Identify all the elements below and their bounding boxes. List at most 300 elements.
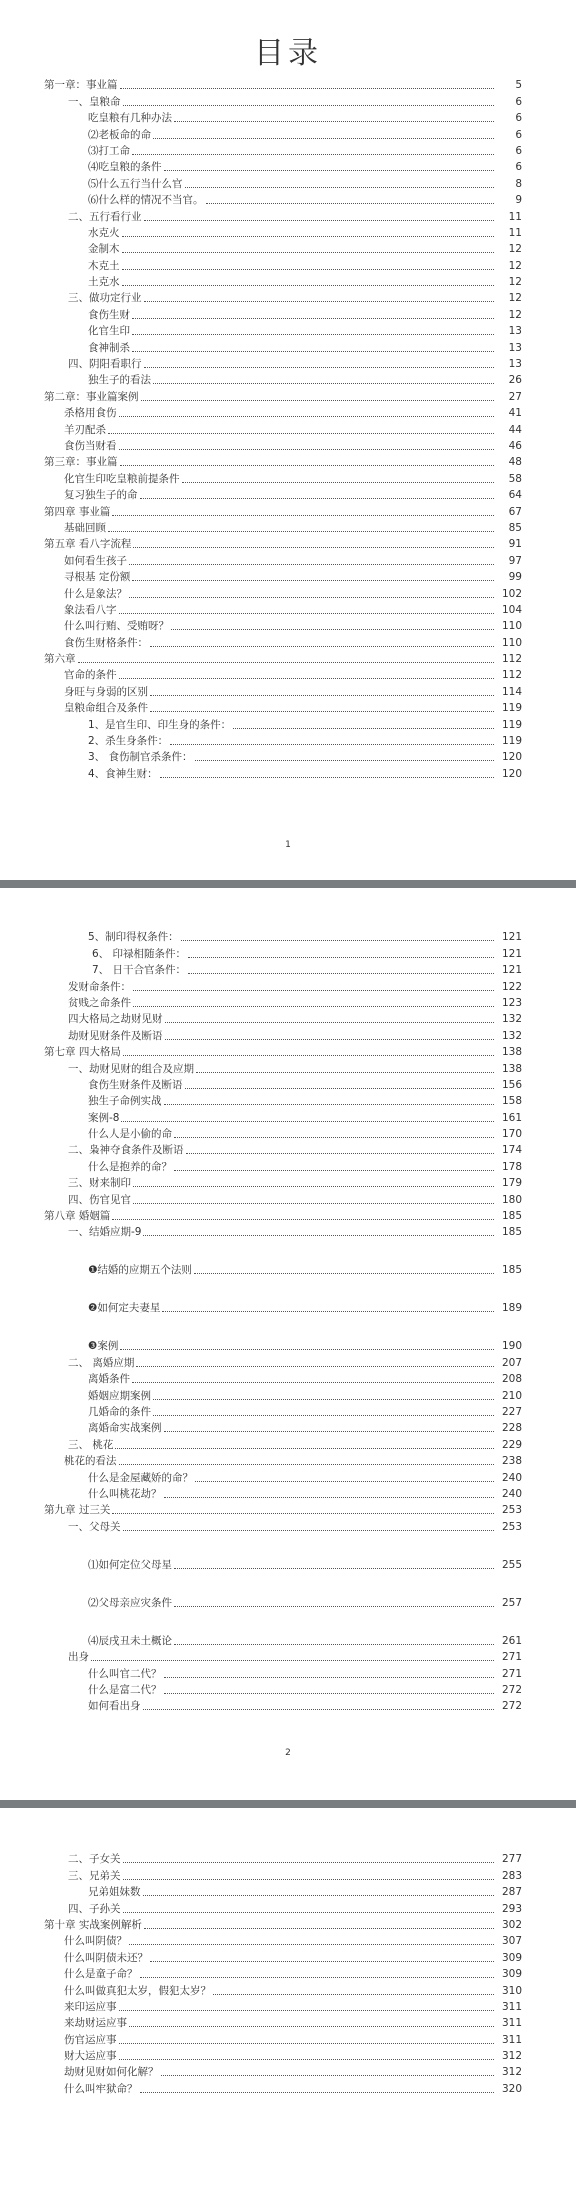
- dot-leader: [78, 662, 495, 663]
- toc-entry-title: 象法看八字: [64, 603, 117, 616]
- toc-entry-title: 三、兄弟关: [68, 1869, 121, 1882]
- toc-entry-title: 三、财来制印: [68, 1177, 131, 1190]
- dot-leader: [122, 252, 495, 253]
- toc-entry-page: 307: [501, 1935, 522, 1948]
- dot-leader: [165, 1039, 495, 1040]
- dot-leader: [108, 531, 494, 532]
- toc-entry-page: 46: [508, 439, 522, 452]
- toc-entry-page: 123: [501, 996, 522, 1009]
- dot-leader: [174, 1568, 494, 1569]
- dot-leader: [123, 1530, 495, 1531]
- dot-leader: [132, 580, 494, 581]
- toc-entry-page: 121: [501, 947, 522, 960]
- toc-entry-title: 第四章 事业篇: [44, 505, 111, 518]
- dot-leader: [120, 1349, 494, 1350]
- toc-entry-title: 食伤生财: [88, 308, 130, 321]
- toc-entry-title: 官命的条件: [64, 669, 117, 682]
- toc-entry-title: 6、 印禄相随条件：: [92, 947, 187, 960]
- toc-entry-page: 121: [501, 964, 522, 977]
- toc-entry: [0, 1207, 576, 1223]
- toc-entry-title: ⑶打工命: [88, 144, 130, 157]
- toc-entry-page: 13: [508, 325, 522, 338]
- dot-leader: [161, 2075, 495, 2076]
- dot-leader: [132, 318, 494, 319]
- toc-entry-title: 财大运应事: [64, 2050, 117, 2063]
- toc-entry: [0, 1125, 576, 1141]
- toc-entry-title: 食伤生财格条件：: [64, 636, 148, 649]
- toc-entry-title: 二、五行看行业: [68, 210, 142, 223]
- toc-entry: [0, 420, 576, 436]
- toc-entry-page: 253: [501, 1520, 522, 1533]
- dot-leader: [119, 2043, 495, 2044]
- dot-leader: [123, 1055, 494, 1056]
- toc-entry-title: 1、是官生印、印生身的条件：: [88, 718, 232, 731]
- toc-entry-page: 302: [501, 1918, 522, 1931]
- toc-entry: [0, 764, 576, 780]
- toc-entry-title: 桃花的看法: [64, 1455, 117, 1468]
- toc-entry-title: ❶结婚的应期五个法则: [88, 1264, 192, 1277]
- toc-entry: [0, 1932, 576, 1948]
- dot-leader: [153, 383, 494, 384]
- toc-entry: [0, 158, 576, 174]
- dot-leader: [181, 940, 494, 941]
- page-divider: [0, 880, 576, 888]
- toc-entry: [0, 994, 576, 1010]
- toc-entry-title: 发财命条件：: [68, 980, 131, 993]
- toc-title: 目录: [254, 36, 322, 71]
- toc-entry-title: 3、 食伤制官杀条件：: [88, 751, 193, 764]
- toc-entry-title: 二、 离婚应期: [68, 1356, 135, 1369]
- toc-entry-title: 寻根基 定份额: [64, 571, 131, 584]
- toc-entry: [0, 191, 576, 207]
- dot-leader: [108, 433, 494, 434]
- toc-entry: [0, 1981, 576, 1997]
- toc-entry-page: 271: [501, 1667, 522, 1680]
- toc-entry: [0, 322, 576, 338]
- toc-entry-page: 8: [515, 177, 522, 190]
- toc-entry: [0, 535, 576, 551]
- toc-entry: [0, 174, 576, 190]
- toc-entry-page: 11: [508, 226, 522, 239]
- toc-entry-title: 伤官运应事: [64, 2033, 117, 2046]
- toc-entry-page: 6: [515, 95, 522, 108]
- dot-leader: [153, 138, 494, 139]
- toc-entry: [0, 682, 576, 698]
- toc-entry: [0, 1403, 576, 1419]
- toc-entry-title: ⑹什么样的情况不当官。: [88, 194, 204, 207]
- toc-entry: [0, 142, 576, 158]
- toc-entry-title: ⑵老板命的命: [88, 128, 151, 141]
- toc-entry-page: 293: [501, 1902, 522, 1915]
- toc-list: [0, 1850, 576, 2096]
- toc-entry-page: 272: [501, 1700, 522, 1713]
- toc-entry-page: 85: [508, 521, 522, 534]
- toc-entry-page: 119: [501, 702, 522, 715]
- toc-entry-page: 310: [501, 1984, 522, 1997]
- toc-entry-page: 120: [501, 751, 522, 764]
- toc-entry-page: 110: [501, 620, 522, 633]
- dot-leader: [144, 301, 495, 302]
- toc-entry: [0, 1572, 576, 1610]
- toc-entry-page: 229: [501, 1438, 522, 1451]
- toc-entry-title: 什么人是小偷的命: [88, 1128, 172, 1141]
- toc-entry-page: 110: [501, 636, 522, 649]
- toc-entry-title: 什么叫阴债未还？: [64, 1951, 148, 1964]
- dot-leader: [171, 629, 494, 630]
- toc-entry: [0, 928, 576, 944]
- toc-entry: [0, 1108, 576, 1124]
- toc-entry-title: 第八章 婚姻篇: [44, 1210, 111, 1223]
- dot-leader: [195, 1481, 494, 1482]
- toc-entry-page: 287: [501, 1886, 522, 1899]
- dot-leader: [123, 105, 495, 106]
- toc-entry-page: 121: [501, 931, 522, 944]
- toc-entry: [0, 732, 576, 748]
- toc-entry: [0, 944, 576, 960]
- toc-entry-title: 基础回顾: [64, 521, 106, 534]
- toc-entry: [0, 1965, 576, 1981]
- toc-entry: [0, 1452, 576, 1468]
- toc-entry-page: 112: [501, 669, 522, 682]
- toc-entry-title: 第一章：事业篇: [44, 79, 118, 92]
- dot-leader: [115, 1448, 494, 1449]
- toc-entry-title: 三、做功定行业: [68, 292, 142, 305]
- toc-entry-page: 311: [501, 2033, 522, 2046]
- dot-leader: [120, 465, 495, 466]
- toc-entry-page: 174: [501, 1144, 522, 1157]
- dot-leader: [123, 1879, 495, 1880]
- toc-entry-page: 208: [501, 1373, 522, 1386]
- toc-entry-page: 309: [501, 1951, 522, 1964]
- dot-leader: [164, 1104, 495, 1105]
- dot-leader: [186, 1153, 495, 1154]
- toc-entry-page: 277: [501, 1853, 522, 1866]
- toc-entry: [0, 273, 576, 289]
- toc-entry: [0, 1648, 576, 1664]
- toc-entry: [0, 1850, 576, 1866]
- toc-entry-page: 11: [508, 210, 522, 223]
- toc-entry-title: 金制木: [88, 243, 120, 256]
- dot-leader: [120, 88, 495, 89]
- dot-leader: [164, 170, 495, 171]
- toc-entry-title: 劫财见财如何化解？: [64, 2066, 159, 2079]
- toc-entry-title: ❸案例: [88, 1340, 119, 1353]
- toc-entry-page: 185: [501, 1264, 522, 1277]
- toc-entry: [0, 1948, 576, 1964]
- toc-entry-page: 261: [501, 1634, 522, 1647]
- toc-entry: [0, 1998, 576, 2014]
- toc-entry-title: 什么叫官二代？: [88, 1667, 162, 1680]
- dot-leader: [112, 515, 494, 516]
- dot-leader: [140, 1977, 495, 1978]
- toc-entry: [0, 256, 576, 272]
- toc-entry-title: ⑸什么五行当什么官: [88, 177, 183, 190]
- toc-entry-title: 兄弟姐妹数: [88, 1886, 141, 1899]
- toc-entry-title: 第十章 实战案例解析: [44, 1918, 142, 1931]
- toc-entry: [0, 1353, 576, 1369]
- toc-entry-page: 122: [501, 980, 522, 993]
- toc-page-1: [0, 0, 576, 880]
- toc-entry-title: 什么是金屋藏娇的命？: [88, 1471, 193, 1484]
- toc-entry-title: 四大格局之劫财见财: [68, 1013, 163, 1026]
- toc-entry: [0, 76, 576, 92]
- dot-leader: [195, 760, 494, 761]
- toc-entry: [0, 1141, 576, 1157]
- toc-entry-title: 什么叫做真犯太岁，假犯太岁？: [64, 1984, 211, 1997]
- toc-entry-title: 来印运应事: [64, 2000, 117, 2013]
- dot-leader: [150, 695, 494, 696]
- toc-entry: [0, 1419, 576, 1435]
- toc-entry-title: 什么叫行贿、受贿呀？: [64, 620, 169, 633]
- toc-entry-title: 复习独生子的命: [64, 489, 138, 502]
- toc-entry: [0, 125, 576, 141]
- dot-leader: [182, 482, 495, 483]
- dot-leader: [119, 613, 495, 614]
- toc-entry-page: 309: [501, 1968, 522, 1981]
- toc-entry-page: 190: [501, 1340, 522, 1353]
- dot-leader: [174, 1606, 494, 1607]
- toc-entry-page: 6: [515, 161, 522, 174]
- toc-entry-page: 26: [508, 374, 522, 387]
- toc-entry-title: 第七章 四大格局: [44, 1046, 121, 1059]
- dot-leader: [206, 203, 495, 204]
- dot-leader: [133, 1006, 494, 1007]
- toc-entry-page: 12: [508, 308, 522, 321]
- toc-entry: [0, 2030, 576, 2046]
- toc-entry: [0, 469, 576, 485]
- toc-entry-page: 99: [508, 571, 522, 584]
- toc-entry-page: 12: [508, 259, 522, 272]
- dot-leader: [170, 744, 494, 745]
- toc-entry-title: 离婚命实战案例: [88, 1422, 162, 1435]
- dot-leader: [133, 990, 494, 991]
- toc-entry-page: 272: [501, 1683, 522, 1696]
- toc-entry-page: 13: [508, 341, 522, 354]
- toc-entry-title: ⑷吃皇粮的条件: [88, 161, 162, 174]
- toc-entry: [0, 2014, 576, 2030]
- dot-leader: [164, 1693, 495, 1694]
- toc-entry: [0, 1315, 576, 1353]
- toc-entry-page: 120: [501, 767, 522, 780]
- toc-entry-page: 271: [501, 1651, 522, 1664]
- dot-leader: [119, 2010, 495, 2011]
- toc-entry: [0, 240, 576, 256]
- toc-entry-title: 几婚命的条件: [88, 1405, 151, 1418]
- toc-entry-page: 320: [501, 2082, 522, 2095]
- toc-entry-page: 6: [515, 112, 522, 125]
- toc-entry-page: 97: [508, 554, 522, 567]
- toc-entry-title: 四、阴阳看职行: [68, 358, 142, 371]
- dot-leader: [174, 1170, 494, 1171]
- dot-leader: [144, 220, 495, 221]
- dot-leader: [188, 973, 494, 974]
- toc-entry: [0, 1026, 576, 1042]
- dot-leader: [174, 1137, 494, 1138]
- toc-entry-title: 一、皇粮命: [68, 95, 121, 108]
- toc-entry-page: 114: [501, 685, 522, 698]
- toc-entry: [0, 1916, 576, 1932]
- toc-entry-page: 158: [501, 1095, 522, 1108]
- toc-entry-title: 二、枭神夺食条件及断语: [68, 1144, 184, 1157]
- toc-entry-title: 四、伤官见官: [68, 1193, 131, 1206]
- dot-leader: [150, 1961, 494, 1962]
- toc-entry: [0, 1010, 576, 1026]
- toc-entry-page: 6: [515, 144, 522, 157]
- toc-entry-title: 身旺与身弱的区别: [64, 685, 148, 698]
- toc-entry-page: 112: [501, 653, 522, 666]
- toc-entry: [0, 1485, 576, 1501]
- toc-entry: [0, 633, 576, 649]
- toc-entry-page: 138: [501, 1046, 522, 1059]
- toc-entry-title: 木克土: [88, 259, 120, 272]
- dot-leader: [136, 1366, 494, 1367]
- toc-entry: [0, 977, 576, 993]
- toc-entry-page: 228: [501, 1422, 522, 1435]
- toc-entry-page: 67: [508, 505, 522, 518]
- toc-entry-page: 312: [501, 2066, 522, 2079]
- toc-entry-page: 156: [501, 1078, 522, 1091]
- toc-entry: [0, 617, 576, 633]
- dot-leader: [119, 416, 495, 417]
- toc-entry-title: 食神制杀: [88, 341, 130, 354]
- toc-entry-title: 一、父母关: [68, 1520, 121, 1533]
- dot-leader: [140, 498, 495, 499]
- toc-entry: [0, 486, 576, 502]
- toc-entry-page: 227: [501, 1405, 522, 1418]
- toc-entry-page: 44: [508, 423, 522, 436]
- dot-leader: [188, 957, 494, 958]
- toc-entry: [0, 748, 576, 764]
- toc-entry-title: 一、结婚应期-9: [68, 1226, 142, 1239]
- toc-entry-page: 64: [508, 489, 522, 502]
- dot-leader: [122, 269, 495, 270]
- dot-leader: [122, 236, 495, 237]
- toc-entry-page: 102: [501, 587, 522, 600]
- toc-entry: [0, 371, 576, 387]
- toc-entry: [0, 1043, 576, 1059]
- toc-entry-title: 第九章 过三关: [44, 1504, 111, 1517]
- toc-entry: [0, 355, 576, 371]
- dot-leader: [143, 1895, 495, 1896]
- dot-leader: [129, 2026, 494, 2027]
- toc-entry-title: 羊刃配杀: [64, 423, 106, 436]
- dot-leader: [121, 1121, 494, 1122]
- dot-leader: [129, 597, 494, 598]
- toc-entry: [0, 404, 576, 420]
- toc-entry-title: 什么是童子命？: [64, 1968, 138, 1981]
- toc-entry-page: 210: [501, 1389, 522, 1402]
- toc-entry-title: 7、 日干合官条件：: [92, 964, 187, 977]
- toc-entry-title: 第三章：事业篇: [44, 456, 118, 469]
- dot-leader: [133, 1203, 494, 1204]
- toc-entry-title: 案例-8: [88, 1111, 120, 1124]
- toc-entry: [0, 453, 576, 469]
- toc-entry: [0, 502, 576, 518]
- toc-entry-title: 二、子女关: [68, 1853, 121, 1866]
- toc-entry-page: 138: [501, 1062, 522, 1075]
- toc-entry-page: 238: [501, 1455, 522, 1468]
- page-number: 2: [285, 1748, 291, 1758]
- dot-leader: [123, 1862, 495, 1863]
- toc-entry-title: 第六章: [44, 653, 76, 666]
- toc-entry-title: 如何看出身: [88, 1700, 141, 1713]
- dot-leader: [144, 367, 495, 368]
- toc-entry: [0, 699, 576, 715]
- toc-entry: [0, 207, 576, 223]
- dot-leader: [185, 187, 495, 188]
- dot-leader: [129, 564, 494, 565]
- dot-leader: [140, 2092, 495, 2093]
- dot-leader: [162, 1311, 494, 1312]
- toc-entry: [0, 289, 576, 305]
- dot-leader: [233, 728, 494, 729]
- dot-leader: [129, 1944, 494, 1945]
- dot-leader: [123, 1912, 495, 1913]
- toc-entry-title: 四、子孙关: [68, 1902, 121, 1915]
- toc-entry: [0, 1239, 576, 1277]
- dot-leader: [153, 1415, 494, 1416]
- toc-entry-page: 41: [508, 407, 522, 420]
- toc-entry-page: 283: [501, 1869, 522, 1882]
- toc-entry-page: 27: [508, 390, 522, 403]
- toc-entry: [0, 224, 576, 240]
- dot-leader: [112, 1219, 494, 1220]
- toc-entry-title: 土克水: [88, 276, 120, 289]
- toc-entry-page: 161: [501, 1111, 522, 1124]
- toc-entry: [0, 1664, 576, 1680]
- toc-entry: [0, 338, 576, 354]
- toc-entry-title: 食伤当财看: [64, 439, 117, 452]
- toc-entry-page: 12: [508, 292, 522, 305]
- toc-entry: [0, 1468, 576, 1484]
- toc-entry: [0, 1534, 576, 1572]
- toc-entry: [0, 1190, 576, 1206]
- dot-leader: [119, 2059, 495, 2060]
- toc-entry-page: 9: [515, 194, 522, 207]
- toc-entry-page: 253: [501, 1504, 522, 1517]
- toc-entry-title: 化官生印吃皇粮前提条件: [64, 472, 180, 485]
- toc-entry-page: 119: [501, 735, 522, 748]
- toc-entry: [0, 584, 576, 600]
- toc-entry: [0, 1386, 576, 1402]
- toc-entry-page: 189: [501, 1302, 522, 1315]
- dot-leader: [174, 121, 494, 122]
- dot-leader: [185, 1088, 495, 1089]
- toc-entry-title: 离婚条件: [88, 1373, 130, 1386]
- dot-leader: [133, 1186, 494, 1187]
- dot-leader: [132, 1382, 494, 1383]
- toc-entry-title: 出身: [68, 1651, 89, 1664]
- toc-entry: [0, 1092, 576, 1108]
- toc-entry-page: 185: [501, 1210, 522, 1223]
- toc-entry-title: 来劫财运应事: [64, 2017, 127, 2030]
- dot-leader: [143, 1709, 495, 1710]
- toc-entry: [0, 1899, 576, 1915]
- toc-entry-page: 48: [508, 456, 522, 469]
- dot-leader: [150, 646, 494, 647]
- toc-entry: [0, 1866, 576, 1882]
- page-divider: [0, 1800, 576, 1808]
- dot-leader: [174, 1644, 494, 1645]
- toc-entry-page: 91: [508, 538, 522, 551]
- dot-leader: [153, 1399, 494, 1400]
- toc-entry-page: 311: [501, 2017, 522, 2030]
- toc-entry: [0, 519, 576, 535]
- toc-entry-page: 5: [515, 79, 522, 92]
- toc-entry-title: 第五章 看八字流程: [44, 538, 132, 551]
- toc-entry: [0, 1883, 576, 1899]
- toc-entry-title: 化官生印: [88, 325, 130, 338]
